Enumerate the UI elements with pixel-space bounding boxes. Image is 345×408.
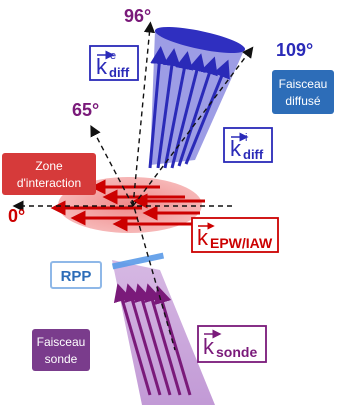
svg-text:Faisceau: Faisceau bbox=[36, 335, 86, 349]
svg-text:diffusé: diffusé bbox=[285, 94, 321, 108]
svg-text:diff: diff bbox=[243, 147, 264, 162]
angle-65-label: 65° bbox=[72, 100, 100, 120]
angle-0-label: 0° bbox=[8, 206, 26, 226]
svg-text:sonde: sonde bbox=[44, 352, 78, 366]
svg-text:k: k bbox=[203, 334, 214, 359]
svg-text:i: i bbox=[245, 132, 248, 144]
k-epw-iaw-label bbox=[192, 218, 278, 252]
angle-109-label: 109° bbox=[276, 40, 314, 60]
k-sonde-label bbox=[198, 326, 266, 362]
interaction-zone-box bbox=[2, 153, 96, 195]
svg-text:k: k bbox=[230, 136, 241, 161]
svg-text:sonde: sonde bbox=[216, 344, 258, 360]
scattered-beam-box bbox=[272, 70, 334, 114]
svg-text:diff: diff bbox=[109, 65, 130, 80]
probe-beam-box bbox=[32, 329, 90, 371]
angle-96-label: 96° bbox=[124, 6, 152, 26]
svg-text:k: k bbox=[197, 225, 208, 250]
svg-text:e: e bbox=[110, 50, 117, 62]
svg-text:Zone: Zone bbox=[35, 159, 63, 173]
k-diff-i-label bbox=[224, 128, 272, 162]
svg-text:k: k bbox=[96, 54, 107, 79]
k-diff-e-label bbox=[90, 46, 138, 80]
svg-text:Faisceau: Faisceau bbox=[278, 77, 328, 91]
svg-text:d'interaction: d'interaction bbox=[16, 176, 82, 190]
rpp-box bbox=[51, 262, 101, 288]
svg-text:RPP: RPP bbox=[60, 268, 92, 285]
svg-text:EPW/IAW: EPW/IAW bbox=[210, 235, 273, 251]
